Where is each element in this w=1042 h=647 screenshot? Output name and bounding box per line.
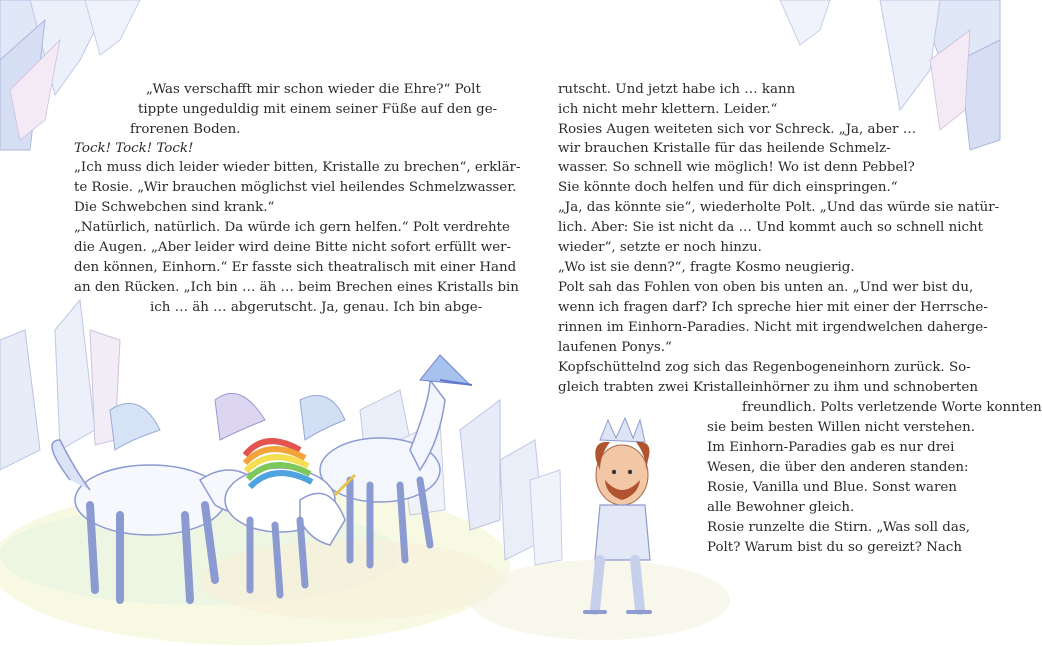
right-line-9: wieder“, setzte er noch hinzu. [558,240,762,255]
right-line-22: alle Bewohner gleich. [707,500,855,515]
left-line-9: die Augen. „Aber leider wird deine Bitte nicht sofort erfüllt wer- [74,240,512,255]
left-line-4: Tock! Tock! Tock! [74,141,194,156]
right-line-10: „Wo ist sie denn?“, fragte Kosmo neugierig. [558,260,855,275]
right-line-11: Polt sah das Fohlen von oben bis unten an. „Und wer bist du, [558,280,974,295]
right-line-8: lich. Aber: Sie ist nicht da … Und kommt auch so schnell nicht [558,220,983,235]
right-line-13: rinnen im Einhorn-Paradies. Nicht mit irgendwelchen daherge- [558,320,988,335]
right-line-7: „Ja, das könnte sie“, wiederholte Polt. „Und das würde sie natür- [558,200,1000,215]
right-line-6: Sie könnte doch helfen und für dich einspringen.“ [558,180,898,195]
left-line-3: frorenen Boden. [130,122,241,137]
left-line-5: „Ich muss dich leider wieder bitten, Kristalle zu brechen“, erklär- [74,160,521,175]
left-line-1: „Was verschafft mir schon wieder die Ehre?“ Polt [146,82,481,97]
left-line-2: tippte ungeduldig mit einem seiner Füße auf den ge- [138,102,498,117]
right-line-3: Rosies Augen weiteten sich vor Schreck. „Ja, aber … [558,122,917,137]
left-line-11: an den Rücken. „Ich bin … äh … beim Brechen eines Kristalls bin [74,280,519,295]
right-line-1: rutscht. Und jetzt habe ich … kann [558,82,796,97]
crystal-cluster-top-left-icon [0,0,140,150]
right-page [500,0,1042,647]
right-line-24: Polt? Warum bist du so gereizt? Nach [707,540,962,555]
left-line-7: Die Schwebchen sind krank.“ [74,200,275,215]
right-line-19: Im Einhorn-Paradies gab es nur drei [707,440,955,455]
right-line-23: Rosie runzelte die Stirn. „Was soll das, [707,520,970,535]
crystal-cluster-bottom-icon [500,440,562,565]
left-line-12: ich … äh … abgerutscht. Ja, genau. Ich bin abge- [150,300,483,315]
left-line-8: „Natürlich, natürlich. Da würde ich gern helfen.“ Polt verdrehte [74,220,510,235]
right-line-21: Rosie, Vanilla und Blue. Sonst waren [707,480,957,495]
left-line-6: te Rosie. „Wir brauchen möglichst viel heilendes Schmelzwasser. [74,180,517,195]
right-line-18: sie beim besten Willen nicht verstehen. [707,420,975,435]
right-line-17: freundlich. Polts verletzende Worte konnten [742,400,1042,415]
right-line-20: Wesen, die über den anderen standen: [707,460,969,475]
right-line-5: wasser. So schnell wie möglich! Wo ist denn Pebbel? [558,160,915,175]
right-line-15: Kopfschüttelnd zog sich das Regenbogeneinhorn zurück. So- [558,360,971,375]
right-line-16: gleich trabten zwei Kristalleinhörner zu ihm und schnoberten [558,380,978,395]
right-line-2: ich nicht mehr klettern. Leider.“ [558,102,778,117]
right-line-14: laufenen Ponys.“ [558,340,672,355]
left-line-10: den können, Einhorn.“ Er fasste sich theatralisch mit einer Hand [74,260,517,275]
right-line-4: wir brauchen Kristalle für das heilende Schmelz- [558,141,891,156]
right-line-12: wenn ich fragen darf? Ich spreche hier mit einer der Herrsche- [558,300,988,315]
